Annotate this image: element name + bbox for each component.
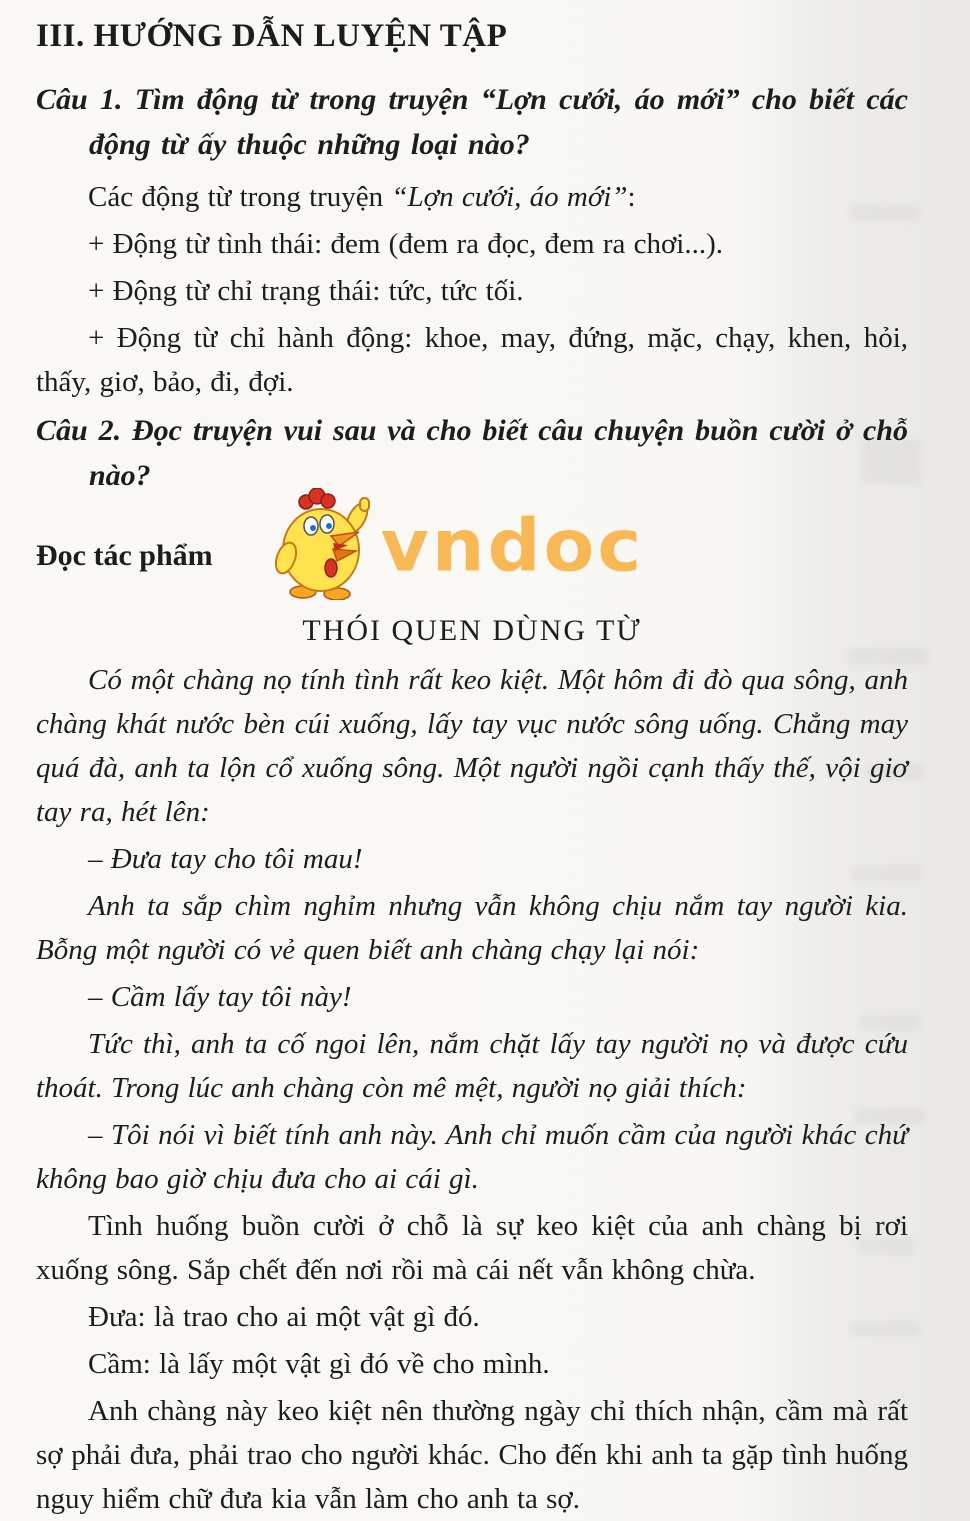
question-2-text: Đọc truyện vui sau và cho biết câu chuyện buồn cười ở chỗ nào? (89, 414, 908, 492)
story-title: THÓI QUEN DÙNG TỪ (302, 614, 642, 647)
vndoc-logo (273, 488, 645, 605)
story-dialogue: – Đưa tay cho tôi mau! (88, 843, 363, 875)
story-paragraph: Tức thì, anh ta cố ngoi lên, nắm chặt lấy tay người nọ và được cứu thoát. Trong lúc anh chàng còn mê mệt, người nọ giải thích: (36, 1028, 908, 1104)
answer-bullet-trang-thai: + Động từ chỉ trạng thái: tức, tức tối. (88, 275, 524, 307)
story-dialogue: – Tôi nói vì biết tính anh này. Anh chỉ muốn cầm của người khác chứ không bao giờ chịu đưa cho ai cái gì. (36, 1119, 908, 1195)
answer-intro (36, 175, 908, 219)
question-2-label: Câu 2. (36, 414, 122, 447)
section-heading: III. HƯỚNG DẪN LUYỆN TẬP (36, 18, 508, 54)
read-work-row (36, 503, 908, 606)
question-1-text: Tìm động từ trong truyện “Lợn cưới, áo mới” cho biết các động từ ấy thuộc những loại nào? (89, 83, 908, 161)
analysis-paragraph: Anh chàng này keo kiệt nên thường ngày chỉ thích nhận, cầm mà rất sợ phải đưa, phải trao cho người khác. Cho đến khi anh ta gặp tình huống nguy hiểm chữ đưa kia vẫn làm cho anh ta sợ. (36, 1395, 908, 1515)
question-2 (36, 408, 908, 498)
story-paragraph: Có một chàng nọ tính tình rất keo kiệt. Một hôm đi đò qua sông, anh chàng khát nước bèn cúi xuống, lấy tay vục nước sông uống. Chẳng may quá đà, anh ta lộn cổ xuống sông. Một người ngồi cạnh thấy thế, vội giơ tay ra, hét lên: (36, 664, 908, 828)
answer-intro-quoted-title: “Lợn cưới, áo mới” (391, 181, 628, 213)
answer-bullet-hanh-dong: + Động từ chỉ hành động: khoe, may, đứng, mặc, chạy, khen, hỏi, thấy, giơ, bảo, đi, đợi. (36, 322, 908, 398)
analysis-cam-definition: Cầm: là lấy một vật gì đó về cho mình. (88, 1348, 550, 1380)
question-1-label: Câu 1. (36, 83, 123, 116)
analysis-dua-definition: Đưa: là trao cho ai một vật gì đó. (88, 1301, 480, 1333)
answer-bullet-tinh-thai: + Động từ tình thái: đem (đem ra đọc, đem ra chơi...). (88, 228, 724, 260)
read-work-label: Đọc tác phẩm (36, 539, 213, 572)
answer-intro-prefix: Các động từ trong truyện (88, 181, 392, 213)
vndoc-chicken-mascot-icon (273, 488, 377, 605)
answer-intro-colon: : (627, 181, 636, 213)
story-paragraph: Anh ta sắp chìm nghỉm nhưng vẫn không chịu nắm tay người kia. Bỗng một người có vẻ quen biết anh chàng chạy lại nói: (36, 890, 908, 966)
story-dialogue: – Cầm lấy tay tôi này! (88, 981, 352, 1013)
analysis-paragraph: Tình huống buồn cười ở chỗ là sự keo kiệt của anh chàng bị rơi xuống sông. Sắp chết đến nơi rồi mà cái nết vẫn không chừa. (36, 1210, 908, 1286)
vndoc-logo-text: vndoc (380, 503, 645, 589)
question-1 (36, 77, 908, 167)
